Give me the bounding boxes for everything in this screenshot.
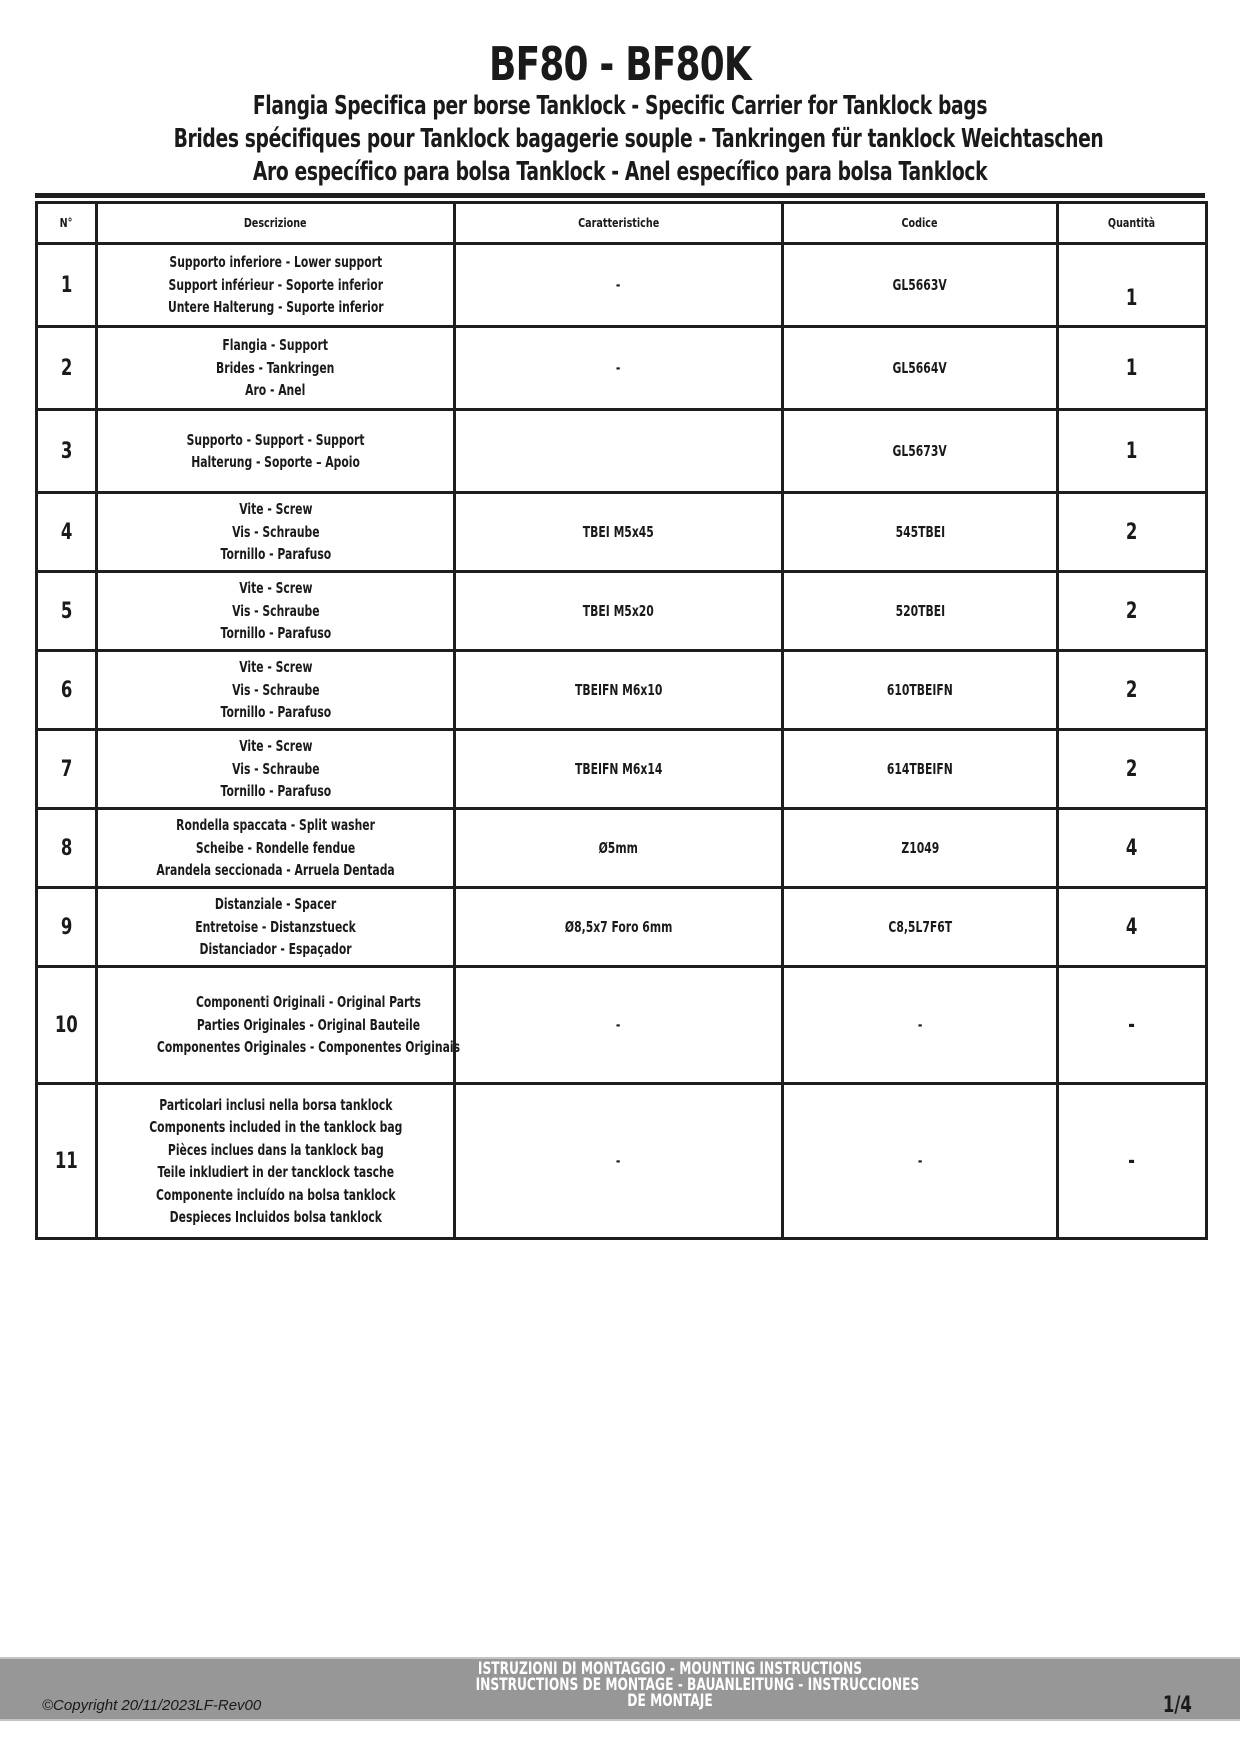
table-row xyxy=(37,730,1207,809)
mounting-instructions-label: ISTRUZIONI DI MONTAGGIO - MOUNTING INSTRUCTIONS INSTRUCTIONS DE MONTAGE - BAUANLEITUNG - INSTRUCCIONES DE MONTAJE xyxy=(475,1659,920,1711)
description-line: Teile inkludiert in der tancklock tasche xyxy=(157,1163,394,1181)
row-number: 11 xyxy=(37,1084,97,1239)
table-row xyxy=(37,809,1207,888)
row-number: 10 xyxy=(37,967,97,1084)
description-line: Pièces inclues dans la tanklock bag xyxy=(167,1140,384,1159)
table-row xyxy=(37,888,1207,967)
row-description xyxy=(97,967,461,1084)
row-characteristics: - xyxy=(455,967,783,1084)
description-line: Arandela seccionada - Arruela Dentada xyxy=(156,861,395,880)
row-characteristics: - xyxy=(455,1084,783,1239)
row-quantity: - xyxy=(1058,967,1207,1084)
description-line: Vis - Schraube xyxy=(231,522,320,541)
description-line: Entretoise - Distanzstueck xyxy=(195,917,356,936)
row-quantity: 2 xyxy=(1058,493,1207,572)
description-line: Componenti Originali - Original Parts xyxy=(195,993,421,1012)
table-row xyxy=(37,651,1207,730)
footer-band xyxy=(0,1657,1240,1721)
column-header-characteristics: Caratteristiche xyxy=(455,203,783,244)
row-code: - xyxy=(783,967,1058,1084)
description-line: Vite - Screw xyxy=(238,579,313,598)
description-line: Flangia - Support xyxy=(222,336,329,355)
description-line: Vis - Schraube xyxy=(231,601,320,620)
row-quantity: 1 xyxy=(1058,327,1207,410)
row-quantity: 2 xyxy=(1058,572,1207,651)
row-code: GL5663V xyxy=(783,244,1058,327)
description-line: Scheibe - Rondelle fendue xyxy=(195,838,356,857)
row-quantity: 4 xyxy=(1058,809,1207,888)
subtitle-it-en: Flangia Specifica per borse Tanklock - Specific Carrier for Tanklock bags xyxy=(252,91,988,121)
row-code: - xyxy=(783,1084,1058,1239)
description-line: Particolari inclusi nella borsa tanklock xyxy=(158,1095,393,1114)
row-description xyxy=(97,572,455,651)
description-line: Vis - Schraube xyxy=(231,759,320,778)
table-row xyxy=(37,327,1207,410)
description-line: Halterung - Soporte – Apoio xyxy=(191,453,360,471)
subtitle-es-pt: Aro específico para bolsa Tanklock - Anel específico para bolsa Tanklock xyxy=(252,157,988,187)
row-number: 7 xyxy=(37,730,97,809)
row-description xyxy=(97,730,455,809)
table-row xyxy=(37,493,1207,572)
row-description xyxy=(97,888,455,967)
row-code: 614TBEIFN xyxy=(783,730,1058,809)
row-characteristics: Ø8,5x7 Foro 6mm xyxy=(455,888,783,967)
row-description xyxy=(97,410,455,493)
row-characteristics: Ø5mm xyxy=(455,809,783,888)
row-description xyxy=(97,327,455,410)
table-row xyxy=(37,1084,1207,1239)
row-number: 9 xyxy=(37,888,97,967)
description-line: Rondella spaccata - Split washer xyxy=(176,816,375,835)
row-description xyxy=(97,493,455,572)
column-header-code: Codice xyxy=(783,203,1058,244)
row-quantity: - xyxy=(1058,1084,1207,1239)
description-line: Despieces Incluidos bolsa tanklock xyxy=(169,1208,382,1226)
row-number: 8 xyxy=(37,809,97,888)
column-header-number: N° xyxy=(37,203,97,244)
table-row xyxy=(37,244,1207,327)
row-number: 4 xyxy=(37,493,97,572)
row-code: GL5664V xyxy=(783,327,1058,410)
row-number: 1 xyxy=(37,244,97,327)
description-line: Supporto inferiore - Lower support xyxy=(169,253,382,272)
description-line: Tornillo - Parafuso xyxy=(220,782,331,801)
column-header-quantity: Quantità xyxy=(1058,203,1207,244)
row-characteristics: - xyxy=(455,327,783,410)
row-number: 6 xyxy=(37,651,97,730)
description-line: Vite - Screw xyxy=(238,500,313,519)
table-row xyxy=(37,572,1207,651)
title-divider xyxy=(35,193,1205,198)
row-code: C8,5L7F6T xyxy=(783,888,1058,967)
row-quantity: 1 xyxy=(1058,410,1207,493)
row-code: Z1049 xyxy=(783,809,1058,888)
row-quantity: 2 xyxy=(1058,651,1207,730)
description-line: Aro - Anel xyxy=(245,381,306,400)
row-characteristics xyxy=(455,410,783,493)
description-line: Tornillo - Parafuso xyxy=(220,703,331,722)
column-header-description: Descrizione xyxy=(97,203,455,244)
row-description xyxy=(97,1084,455,1239)
description-line: Distanciador - Espaçador xyxy=(199,940,352,959)
description-line: Support inférieur - Soporte inferior xyxy=(168,275,383,294)
row-number: 2 xyxy=(37,327,97,410)
description-line: Componentes Originales - Componentes Originais xyxy=(156,1038,461,1057)
row-characteristics: TBEI M5x45 xyxy=(455,493,783,572)
row-code: 520TBEI xyxy=(783,572,1058,651)
description-line: Components included in the tanklock bag xyxy=(148,1118,403,1136)
description-line: Brides - Tankringen xyxy=(216,358,335,377)
page-number: 1/4 xyxy=(1162,1693,1192,1718)
description-line: Parties Originales - Original Bauteile xyxy=(196,1015,421,1034)
row-description xyxy=(97,244,455,327)
row-code: GL5673V xyxy=(783,410,1058,493)
description-line: Vis - Schraube xyxy=(231,680,320,699)
row-quantity: 2 xyxy=(1058,730,1207,809)
description-line: Untere Halterung - Suporte inferior xyxy=(167,298,384,317)
table-header-row xyxy=(37,203,1207,244)
description-line: Vite - Screw xyxy=(238,658,313,677)
title-block xyxy=(0,38,1240,189)
row-quantity: 4 xyxy=(1058,888,1207,967)
row-code: 610TBEIFN xyxy=(783,651,1058,730)
row-description xyxy=(97,809,455,888)
copyright-text: ©Copyright 20/11/2023LF-Rev00 xyxy=(42,1697,262,1714)
table-body xyxy=(37,244,1207,1239)
description-line: Supporto - Support - Support xyxy=(186,430,365,449)
table-row xyxy=(37,410,1207,493)
description-line: Vite - Screw xyxy=(238,737,313,756)
row-quantity: 1 xyxy=(1058,244,1207,327)
row-characteristics: - xyxy=(455,244,783,327)
subtitle-fr-de: Brides spécifiques pour Tanklock bagagerie souple - Tankringen für tanklock Weichtaschen xyxy=(173,124,1104,154)
row-characteristics: TBEIFN M6x14 xyxy=(455,730,783,809)
parts-table xyxy=(35,201,1208,1240)
description-line: Tornillo - Parafuso xyxy=(220,545,331,564)
row-code: 545TBEI xyxy=(783,493,1058,572)
row-characteristics: TBEI M5x20 xyxy=(455,572,783,651)
description-line: Componente incluído na bolsa tanklock xyxy=(155,1185,396,1204)
row-characteristics: TBEIFN M6x10 xyxy=(455,651,783,730)
description-line: Tornillo - Parafuso xyxy=(220,624,331,643)
table-row xyxy=(37,967,1207,1084)
row-description xyxy=(97,651,455,730)
row-number: 5 xyxy=(37,572,97,651)
description-line: Distanziale - Spacer xyxy=(214,895,337,914)
row-number: 3 xyxy=(37,410,97,493)
document-title: BF80 - BF80K xyxy=(489,37,751,91)
